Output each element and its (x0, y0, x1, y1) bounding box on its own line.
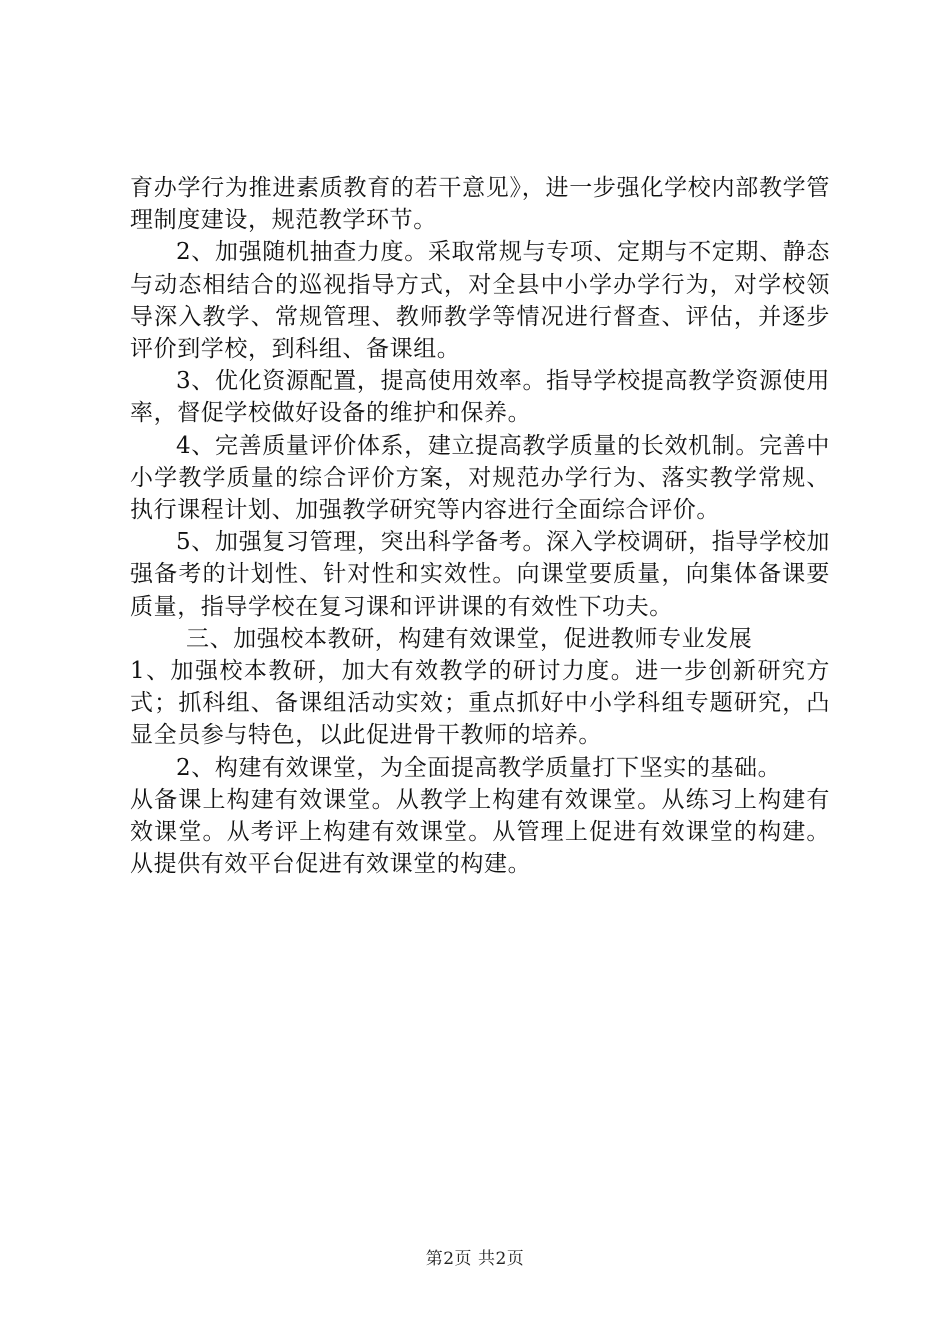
paragraph-review-management: 5、加强复习管理，突出科学备考。深入学校调研，指导学校加强备考的计划性、针对性和实效性。向课堂要质量，向集体备课要质量，指导学校在复习课和评讲课的有效性下功夫。 (130, 529, 830, 620)
paragraph-school-research: 1、加强校本教研，加大有效教学的研讨力度。进一步创新研究方式；抓科组、备课组活动实效；重点抓好中小学科组专题研究，凸显全员参与特色，以此促进骨干教师的培养。 (130, 658, 830, 749)
page-number-footer: 第2页 共2页 (425, 1249, 525, 1269)
document-body (130, 172, 830, 880)
paragraph-intro-continued: 育办学行为推进素质教育的若干意见》，进一步强化学校内部教学管理制度建设，规范教学环节。 (130, 175, 830, 234)
paragraph-classroom-construction: 从备课上构建有效课堂。从教学上构建有效课堂。从练习上构建有效课堂。从考评上构建有效课堂。从管理上促进有效课堂的构建。从提供有效平台促进有效课堂的构建。 (130, 786, 830, 878)
paragraph-effective-classroom: 2、构建有效课堂，为全面提高教学质量打下坚实的基础。 (176, 754, 782, 781)
paragraph-random-inspection: 2、加强随机抽查力度。采取常规与专项、定期与不定期、静态与动态相结合的巡视指导方式，对全县中小学办学行为，对学校领导深入教学、常规管理、教师教学等情况进行督查、评估，并逐步评价到学校，到科组、备课组。 (130, 239, 830, 363)
section-heading-three: 三、加强校本教研，构建有效课堂，促进教师专业发展 (186, 625, 753, 652)
paragraph-resource-allocation: 3、优化资源配置，提高使用效率。指导学校提高教学资源使用率，督促学校做好设备的维护和保养。 (130, 368, 830, 427)
paragraph-quality-evaluation: 4、完善质量评价体系，建立提高教学质量的长效机制。完善中小学教学质量的综合评价方案，对规范办学行为、落实教学常规、执行课程计划、加强教学研究等内容进行全面综合评价。 (130, 432, 830, 524)
